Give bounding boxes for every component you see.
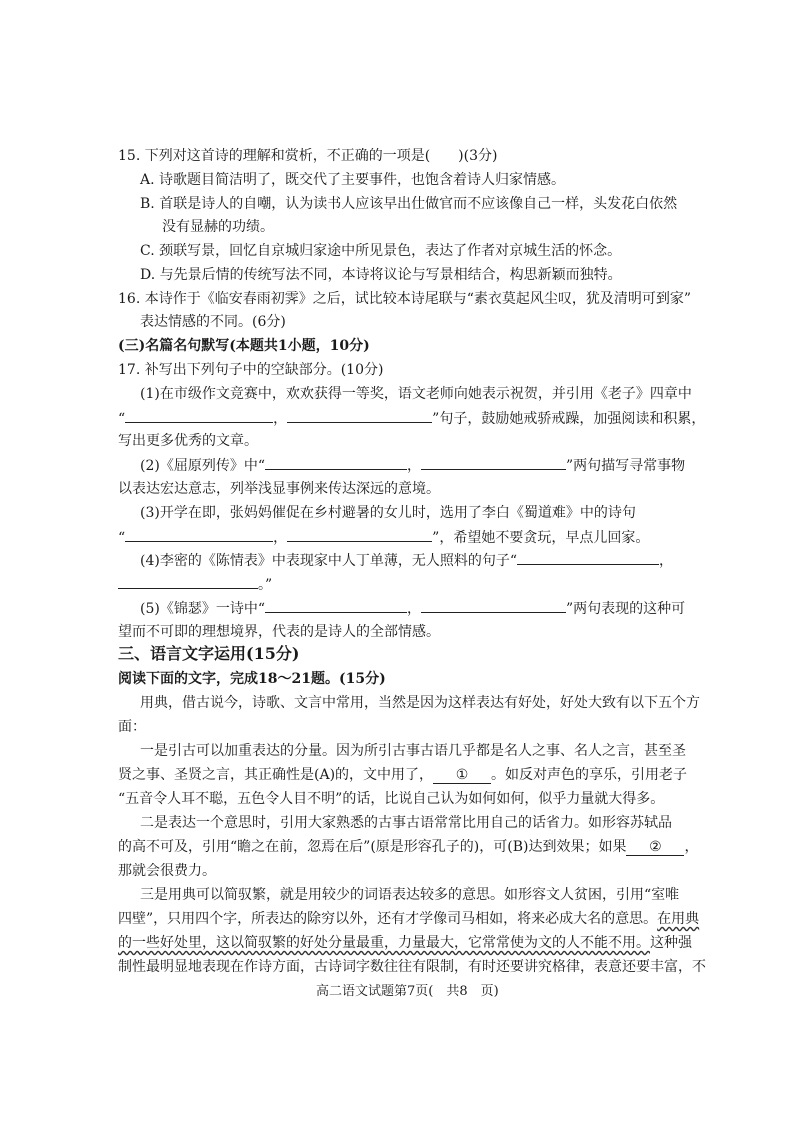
- blank-marker-2[interactable]: ②: [626, 838, 684, 856]
- q17-p4-line1: [140, 551, 673, 570]
- passage-p2-line2-b: ，: [684, 839, 699, 855]
- answer-blank[interactable]: [287, 528, 432, 542]
- passage-p3-line2-a: 四壁”，只用四个字，所表达的除穷以外，还有才学像司马相如，将来必成大名的意思。: [118, 911, 658, 927]
- wavy-underlined-sentence: 的一些好处里，这以简驭繁的好处分量最重，力量最大，它常常使为文的人不能不用。: [118, 935, 650, 951]
- q17-p1-after: ”句子，鼓励她戒骄戒躁，加强阅读和积累，: [432, 411, 706, 427]
- passage-intro-line1: 用典，借古说今，诗歌、文言中常用，当然是因为这样表达有好处，好处大致有以下五个方: [140, 695, 700, 711]
- passage-p2-line2-a: 的高不可及，引用“瞻之在前，忽焉在后”(原是形容孔子的)，可(B)达到效果；如果: [118, 839, 627, 855]
- q17-p5-after: ”两句表现的这种可: [566, 601, 686, 617]
- passage-p1-line3: “五音令人耳不聪，五色令人目不明”的话，比说自己认为如何如何，似乎力量就大得多。: [118, 791, 665, 807]
- q17-p2-line2: 以表达宏达意志，列举浅显事例来传达深远的意境。: [118, 481, 440, 497]
- q17-p5-line2: 望而不可即的理想境界，代表的是诗人的全部情感。: [118, 624, 440, 640]
- passage-p1-line1: 一是引古可以加重表达的分量。因为所引古事古语几乎都是名人之事、名人之言，甚至圣: [140, 743, 686, 759]
- q17-p1-line2: [118, 409, 705, 428]
- comma: ，: [273, 530, 288, 546]
- comma: ，: [273, 411, 288, 427]
- q15-option-c: C. 颈联写景，回忆自京城归家途中所见景色，表达了作者对京城生活的怀念。: [140, 243, 622, 259]
- q15-option-d: D. 与先景后情的传统写法不同，本诗将议论与写景相结合，构思新颖而独特。: [140, 267, 622, 283]
- section-heading-famous-lines: (三)名篇名句默写(本题共1小题，10分): [118, 338, 370, 354]
- answer-blank[interactable]: [421, 456, 566, 470]
- answer-blank[interactable]: [118, 575, 258, 589]
- wavy-underlined-sentence: 在用典: [657, 911, 700, 927]
- q17-p4-line2: [118, 575, 272, 594]
- answer-blank[interactable]: [421, 599, 566, 613]
- passage-p3-line2: [118, 910, 699, 928]
- comma: ，: [659, 553, 673, 569]
- q17-stem: 17. 补写出下列句子中的空缺部分。(10分): [118, 362, 384, 378]
- part3-heading: 三、语言文字运用(15分): [118, 644, 300, 663]
- answer-blank[interactable]: [125, 409, 273, 423]
- answer-blank[interactable]: [125, 528, 273, 542]
- q17-p3-after: ”，希望她不要贪玩，早点儿回家。: [432, 530, 650, 546]
- passage-p1-line2-a: 贤之事、圣贤之言，其正确性是(A)的，文中用了，: [118, 767, 434, 783]
- passage-p3-line1: 三是用典可以简驭繁，就是用较少的词语表达较多的意思。如形容文人贫困，引用“室唯: [140, 887, 680, 903]
- blank-marker-1[interactable]: ①: [433, 766, 491, 784]
- passage-p2-line3: 那就会很费力。: [118, 863, 216, 879]
- passage-p1-line2: [118, 766, 687, 784]
- answer-blank[interactable]: [517, 551, 659, 565]
- q17-p4-close: 。”: [258, 577, 273, 593]
- q17-p5-pre: (5)《锦瑟》一诗中“: [140, 601, 265, 617]
- quote-open: “: [118, 411, 126, 427]
- q17-p5-line1: [140, 599, 685, 618]
- q15-option-a: A. 诗歌题目简洁明了，既交代了主要事件，也饱含着诗人归家情感。: [140, 172, 566, 188]
- reading-heading: 阅读下面的文字，完成18～21题。(15分): [118, 671, 386, 687]
- q15-option-b-line2: 没有显赫的功绩。: [162, 219, 274, 235]
- page-footer: 高二语文试题第7页( 共8 页): [316, 984, 499, 999]
- q17-p1-line3: 写出更多优秀的文章。: [118, 433, 258, 449]
- q17-p1-line1: (1)在市级作文竞赛中，欢欢获得一等奖，语文老师向她表示祝贺，并引用《老子》四章中: [140, 386, 692, 402]
- q17-p2-after: ”两句描写寻常事物: [566, 458, 686, 474]
- q17-p2-pre: (2)《屈原列传》中“: [140, 458, 265, 474]
- quote-open: “: [118, 530, 126, 546]
- q16-line2: 表达情感的不同。(6分): [140, 314, 286, 330]
- q16-line1: 16. 本诗作于《临安春雨初霁》之后，试比较本诗尾联与“素衣莫起风尘叹，犹及清明可到家”: [118, 291, 692, 307]
- answer-blank[interactable]: [265, 599, 407, 613]
- passage-p2-line1: 二是表达一个意思时，引用大家熟悉的古事古语常常比用自己的话省力。如形容苏轼品: [140, 815, 672, 831]
- comma: ，: [407, 458, 421, 474]
- q17-p4-pre: (4)李密的《陈情表》中表现家中人丁单薄，无人照料的句子“: [140, 553, 517, 569]
- answer-blank[interactable]: [265, 456, 407, 470]
- q15-option-b-line1: B. 首联是诗人的自嘲，认为读书人应该早出仕做官而不应该像自己一样，头发花白依然: [140, 196, 678, 212]
- q17-p3-line2: [118, 528, 649, 547]
- q17-p2-line1: [140, 456, 685, 475]
- passage-p3-line4: 制性最明显地表现在作诗方面，古诗词字数往往有限制，有时还要讲究格律，表意还要丰富，不: [118, 959, 706, 975]
- q17-p3-line1: (3)开学在即，张妈妈催促在乡村避暑的女儿时，选用了李白《蜀道难》中的诗句: [140, 505, 636, 521]
- passage-p2-line2: [118, 838, 698, 856]
- passage-p3-line3-b: 这种强: [650, 935, 692, 951]
- passage-p3-line3: [118, 934, 692, 952]
- q15-stem: 15. 下列对这首诗的理解和赏析，不正确的一项是( )(3分): [118, 148, 498, 164]
- comma: ，: [407, 601, 421, 617]
- passage-p1-line2-b: 。如反对声色的享乐，引用老子: [491, 767, 688, 783]
- answer-blank[interactable]: [287, 409, 432, 423]
- passage-intro-line2: 面：: [118, 719, 146, 735]
